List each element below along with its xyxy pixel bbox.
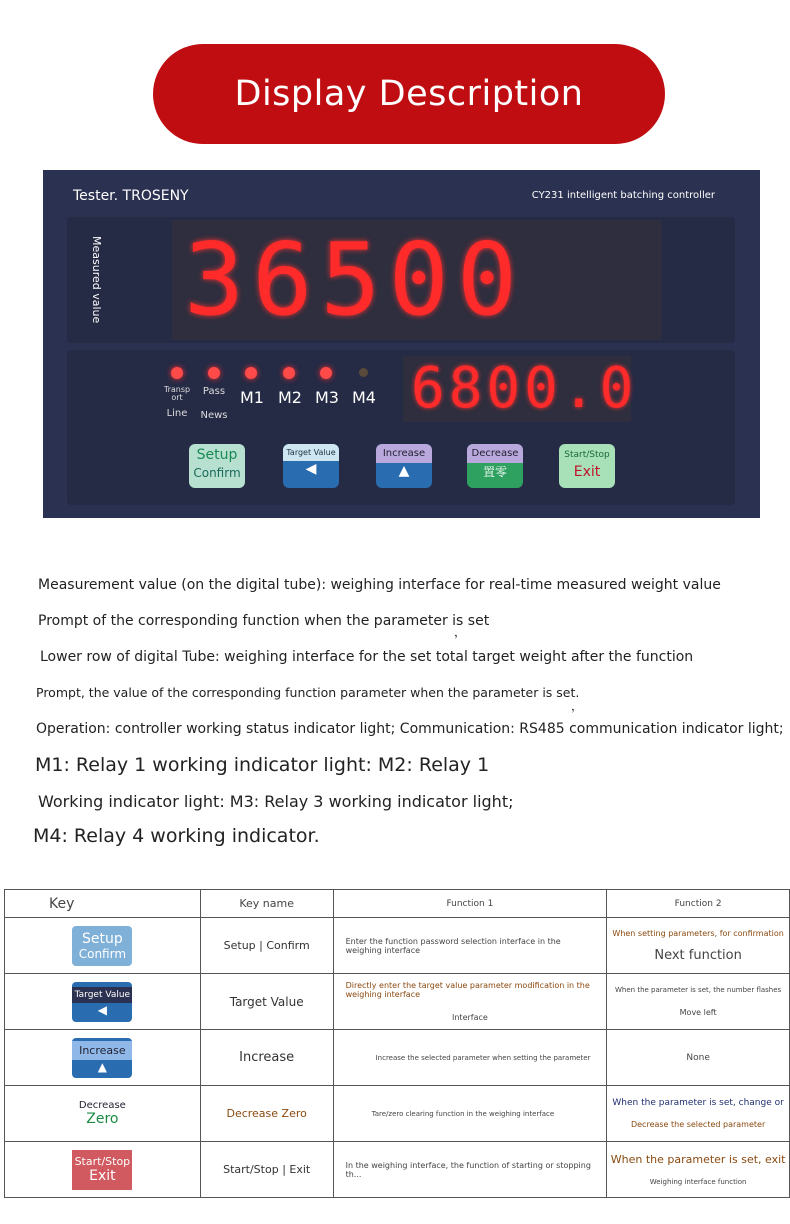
desc-line-8: M4: Relay 4 working indicator. <box>33 825 320 847</box>
function-2-text: When the parameter is set, the number flashes <box>615 986 782 994</box>
setup-confirm-button[interactable] <box>189 444 245 488</box>
target-value-key <box>72 982 132 1022</box>
key-label: Target Value <box>72 987 132 1003</box>
transport-line-led <box>171 367 183 379</box>
m4-led <box>359 368 368 377</box>
function-2-text: When the parameter is set, change or <box>612 1098 784 1108</box>
key-cell <box>5 1142 201 1198</box>
function-2-cell: None <box>607 1030 790 1086</box>
model-label: CY231 intelligent batching controller <box>531 190 715 201</box>
up-arrow-icon: ▲ <box>398 463 410 479</box>
m3-led <box>320 367 332 379</box>
key-label: Zero <box>86 1111 119 1127</box>
table-header-row <box>5 890 790 918</box>
indicator-label-m2: M2 <box>278 388 302 407</box>
increase-key <box>72 1038 132 1078</box>
key-cell <box>5 1086 201 1142</box>
header-key-name: Key name <box>200 890 333 918</box>
key-cell <box>5 1030 201 1086</box>
function-1-cell: Enter the function password selection interface in the weighing interface <box>333 918 607 974</box>
small-digit-display: 6800.0 <box>411 356 638 421</box>
function-2-cell <box>607 974 790 1030</box>
small-display-window <box>403 356 638 422</box>
key-name-cell: Start/Stop | Exit <box>200 1142 333 1198</box>
function-1-text: Directly enter the target value parameter modification in the weighing interface <box>345 981 590 999</box>
function-2-cell <box>607 1142 790 1198</box>
function-1-cell <box>333 974 607 1030</box>
key-cell <box>5 974 201 1030</box>
function-2-text: Move left <box>679 1008 717 1017</box>
indicator-label-news: News <box>200 410 228 421</box>
table-row <box>5 918 790 974</box>
function-2-cell <box>607 918 790 974</box>
up-arrow-icon: ▲ <box>97 1060 107 1074</box>
big-display-window <box>172 220 662 340</box>
confirm-button-label: Confirm <box>193 466 241 480</box>
indicator-label-line: Line <box>166 408 188 419</box>
function-2-cell <box>607 1086 790 1142</box>
indicator-label-m4: M4 <box>352 388 376 407</box>
table-row <box>5 1030 790 1086</box>
function-1-cell: Increase the selected parameter when setting the parameter <box>333 1030 607 1086</box>
increase-button[interactable] <box>376 444 432 488</box>
start-stop-button[interactable] <box>559 444 615 488</box>
setup-button-label: Setup <box>196 447 238 463</box>
controller-panel <box>43 170 760 518</box>
key-cell <box>5 918 201 974</box>
key-name-cell: Setup | Confirm <box>200 918 333 974</box>
function-2-text: Next function <box>654 947 742 963</box>
start-stop-button-label: Start/Stop <box>564 450 610 460</box>
left-arrow-icon: ◀ <box>97 1002 107 1017</box>
target-value-button[interactable] <box>283 444 339 488</box>
key-label: Setup <box>82 930 123 947</box>
header-key: Key <box>5 890 201 918</box>
brand-label: Tester. TROSENY <box>73 188 189 204</box>
start-stop-exit-key <box>72 1150 132 1190</box>
decrease-zero-key <box>72 1094 132 1134</box>
function-1-cell: Tare/zero clearing function in the weighing interface <box>333 1086 607 1142</box>
increase-button-label: Increase <box>376 444 432 463</box>
big-digit-display: 36500 <box>184 221 526 338</box>
desc-line-4: Prompt, the value of the corresponding function parameter when the parameter is set. <box>36 685 580 700</box>
table-row <box>5 1086 790 1142</box>
measured-display-area <box>67 217 735 343</box>
lower-display-area <box>67 350 735 505</box>
function-2-text: Decrease the selected parameter <box>630 1120 766 1129</box>
function-2-text: Weighing interface function <box>649 1178 747 1186</box>
function-1-cell: In the weighing interface, the function of starting or stopping th... <box>333 1142 607 1198</box>
key-function-table <box>4 889 790 1198</box>
key-label: Start/Stop <box>74 1155 131 1168</box>
key-label: Confirm <box>78 946 127 961</box>
function-2-text: When setting parameters, for confirmation <box>612 928 784 938</box>
desc-line-7: Working indicator light: M3: Relay 3 working indicator light; <box>38 792 514 811</box>
function-1-text: Interface <box>452 1013 488 1022</box>
desc-line-5: Operation: controller working status indicator light; Communication: RS485 communication indicator light; <box>36 721 784 737</box>
m2-led <box>283 367 295 379</box>
left-arrow-icon: ◀ <box>305 461 317 477</box>
indicator-label-m1: M1 <box>240 388 264 407</box>
comma-mark: ， <box>454 625 467 639</box>
indicator-label-m3: M3 <box>315 388 339 407</box>
pass-news-led <box>208 367 220 379</box>
indicator-label-pass: Pass <box>202 386 226 397</box>
comma-mark: ， <box>571 699 584 713</box>
banner-title: Display Description <box>153 44 665 144</box>
key-name-cell: Increase <box>200 1030 333 1086</box>
desc-line-3: Lower row of digital Tube: weighing interface for the set total target weight after the function <box>40 649 694 665</box>
exit-button-label: Exit <box>573 464 601 480</box>
m1-led <box>245 367 257 379</box>
target-value-button-label: Target Value <box>283 444 339 461</box>
key-label: Increase <box>72 1041 132 1060</box>
header-function-1: Function 1 <box>333 890 607 918</box>
measured-value-label: Measured value <box>90 236 103 324</box>
key-label: Exit <box>89 1168 116 1184</box>
setup-confirm-key <box>72 926 132 966</box>
key-label: Decrease <box>78 1100 126 1111</box>
table-row <box>5 974 790 1030</box>
decrease-button-label: Decrease <box>467 444 523 463</box>
function-2-text: When the parameter is set, exit <box>610 1153 786 1166</box>
key-name-cell: Target Value <box>200 974 333 1030</box>
zero-button-label: 置零 <box>482 465 507 479</box>
header-function-2: Function 2 <box>607 890 790 918</box>
decrease-button[interactable] <box>467 444 523 488</box>
desc-line-1: Measurement value (on the digital tube): weighing interface for real-time measured weight value <box>38 577 721 593</box>
desc-line-6: M1: Relay 1 working indicator light: M2: Relay 1 <box>35 754 490 776</box>
indicator-label-transport: Transp ort <box>163 385 191 402</box>
desc-line-2: Prompt of the corresponding function when the parameter is set <box>38 613 490 629</box>
key-name-cell: Decrease Zero <box>200 1086 333 1142</box>
table-row <box>5 1142 790 1198</box>
